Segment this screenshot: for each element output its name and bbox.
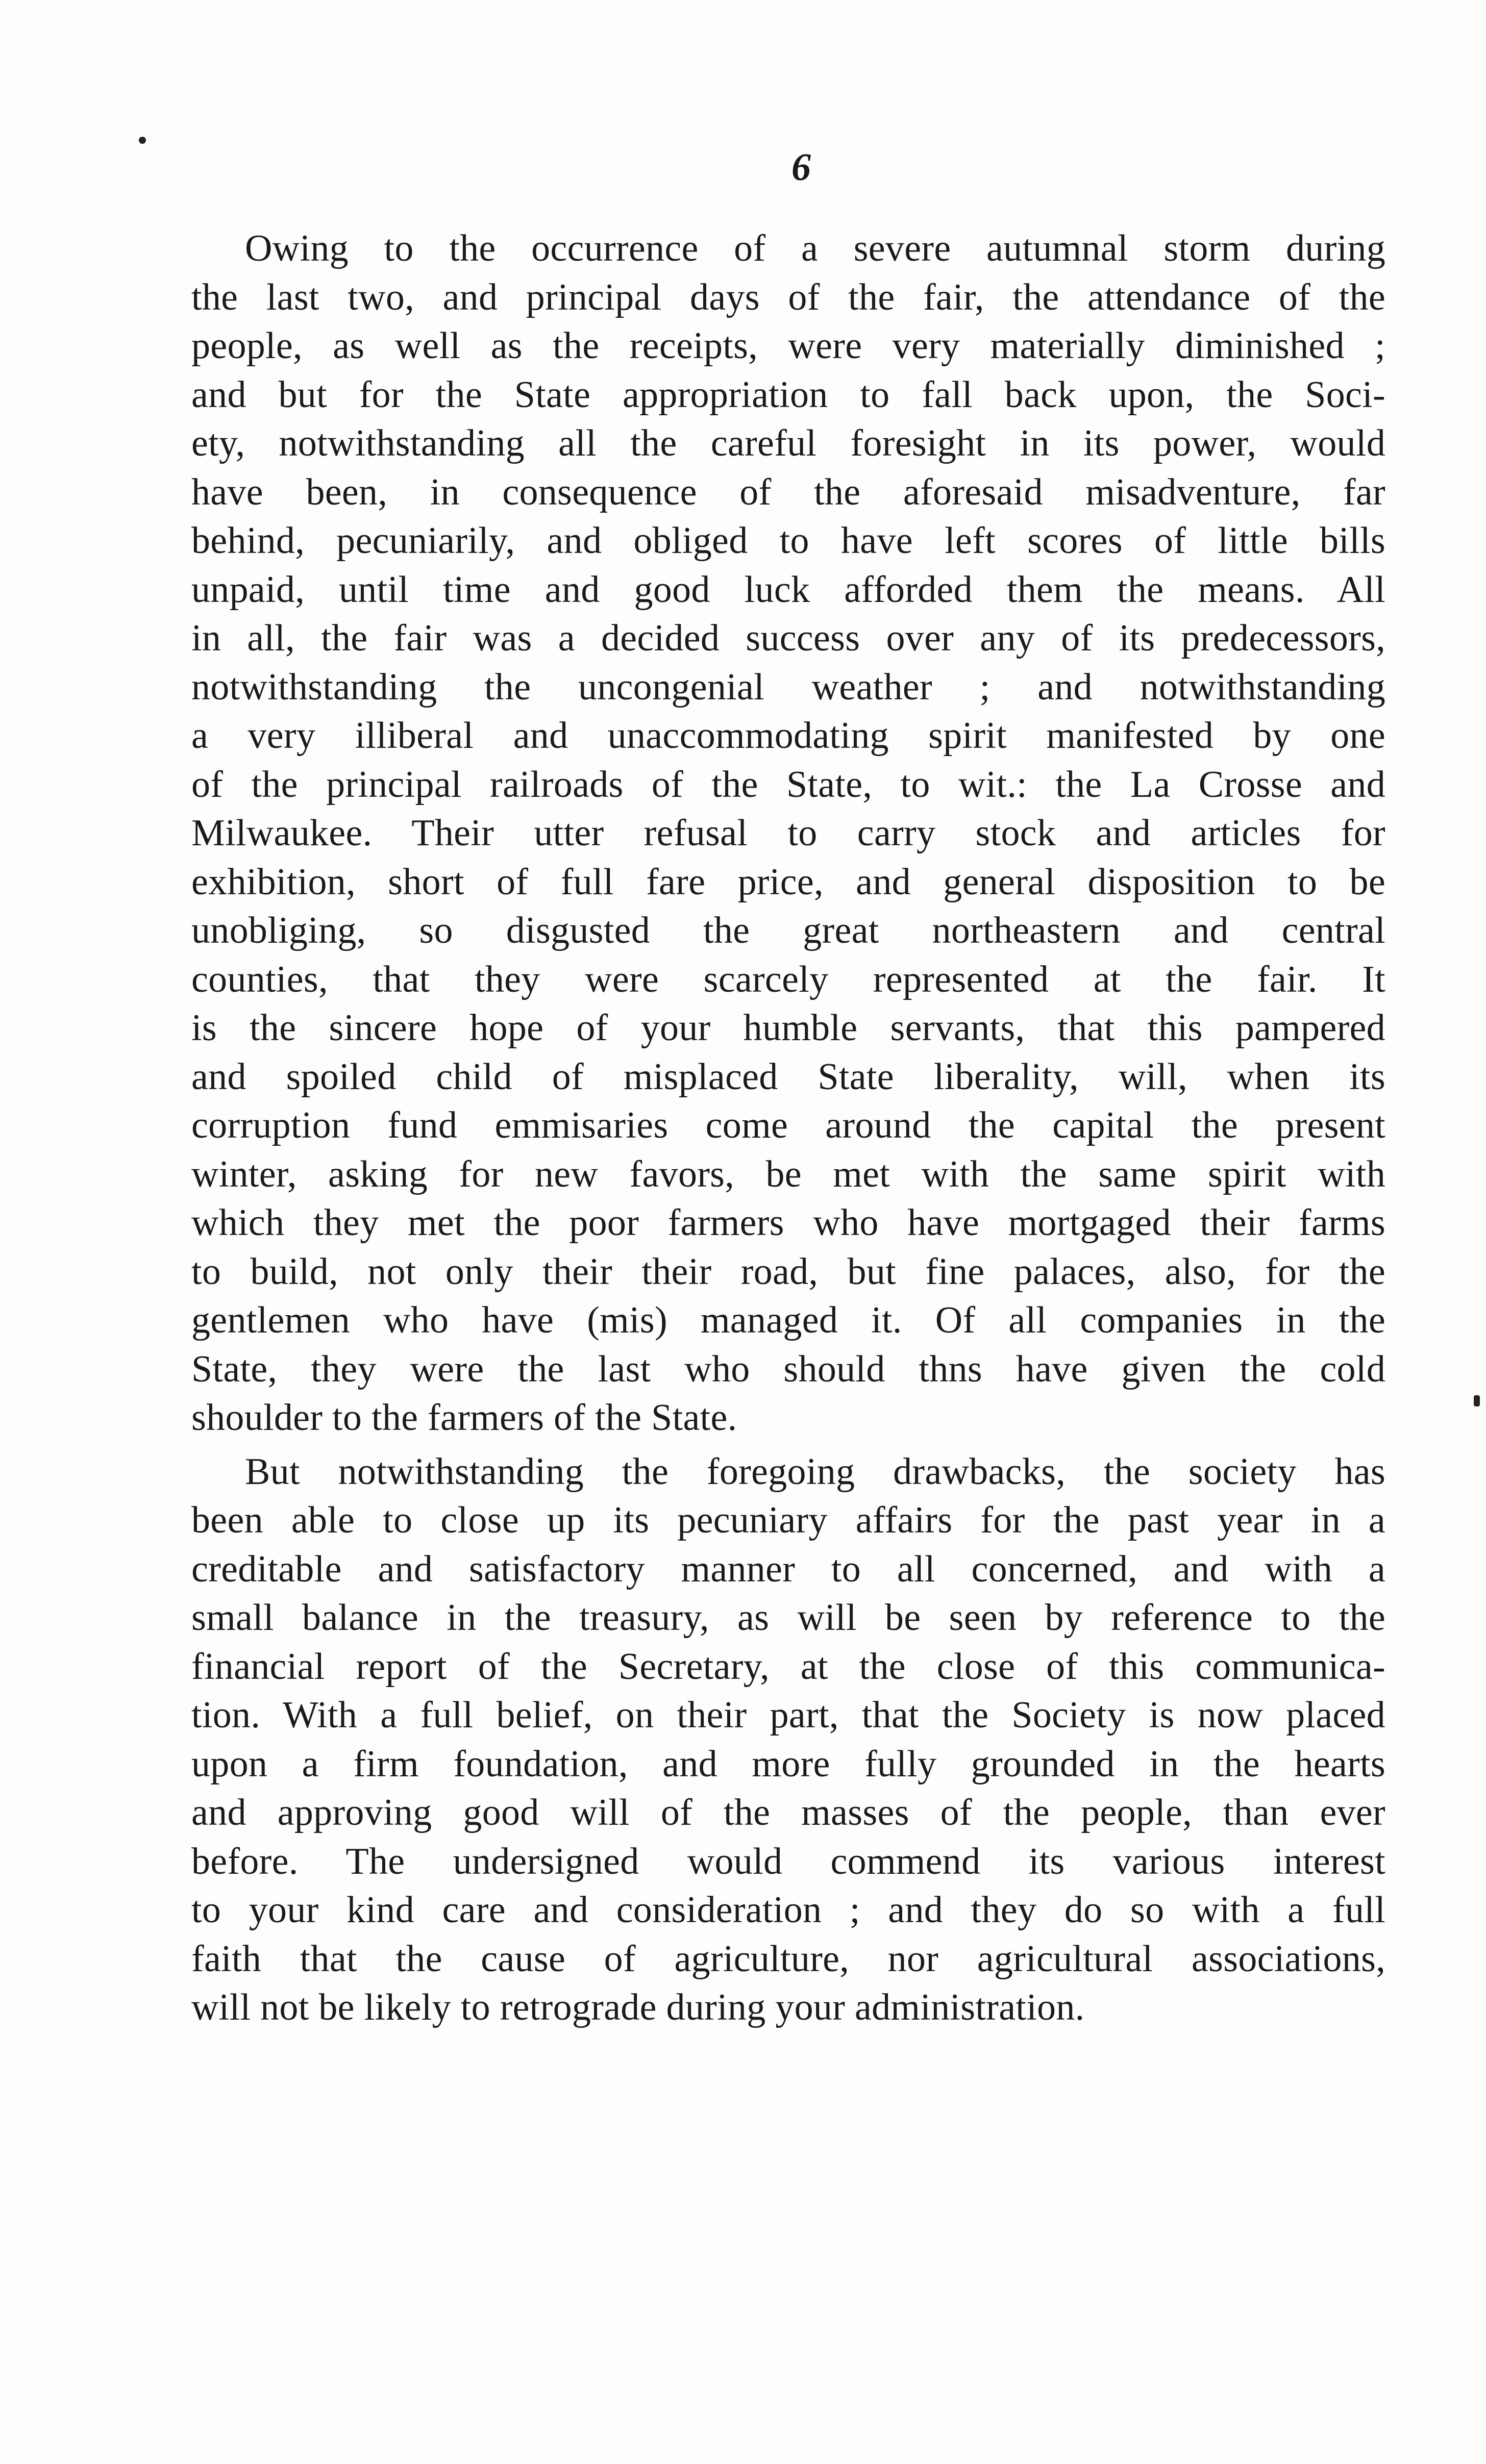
paragraph-gap: [191, 1443, 1385, 1448]
text-line: unobliging, so disgusted the great northeastern and central: [191, 910, 1385, 951]
text-line: which they met the poor farmers who have mortgaged their farms: [191, 1202, 1385, 1244]
text-line: a very illiberal and unaccommodating spirit manifested by one: [191, 715, 1385, 757]
text-line: financial report of the Secretary, at the close of this communica-: [191, 1645, 1385, 1688]
text-line: the last two, and principal days of the fair, the attendance of the: [191, 276, 1385, 318]
text-line: behind, pecuniarily, and obliged to have left scores of little bills: [191, 520, 1385, 562]
text-line: exhibition, short of full fare price, and general disposition to be: [191, 861, 1385, 903]
text-line: been able to close up its pecuniary affairs for the past year in a: [191, 1499, 1385, 1541]
text-line: creditable and satisfactory manner to all concerned, and with a: [191, 1548, 1385, 1590]
text-line: and spoiled child of misplaced State liberality, will, when its: [191, 1055, 1385, 1098]
text-line: and approving good will of the masses of the people, than ever: [191, 1792, 1385, 1833]
text-line: Owing to the occurrence of a severe autumnal storm during: [245, 228, 1385, 269]
text-line: to build, not only their their road, but fine palaces, also, for the: [191, 1250, 1385, 1293]
text-line: Milwaukee. Their utter refusal to carry stock and articles for: [191, 812, 1385, 854]
text-line: before. The undersigned would commend its various interest: [191, 1840, 1385, 1882]
text-line: winter, asking for new favors, be met with the same spirit with: [191, 1153, 1385, 1195]
text-line: will not be likely to retrograde during your administration.: [191, 1987, 1085, 2028]
text-line: small balance in the treasury, as will be seen by reference to the: [191, 1597, 1385, 1639]
text-line: unpaid, until time and good luck afforded them the means. All: [191, 568, 1385, 611]
text-line: But notwithstanding the foregoing drawbacks, the society has: [245, 1450, 1385, 1493]
text-line: and but for the State appropriation to fall back upon, the Soci-: [191, 373, 1385, 416]
paragraph-2: [191, 1448, 1385, 2032]
text-line: tion. With a full belief, on their part, that the Society is now placed: [191, 1694, 1385, 1736]
text-line: gentlemen who have (mis) managed it. Of all companies in the: [191, 1299, 1385, 1341]
page-number: 6: [791, 146, 811, 189]
text-line: ety, notwithstanding all the careful foresight in its power, would: [191, 422, 1385, 464]
text-line: is the sincere hope of your humble servants, that this pampered: [191, 1007, 1385, 1049]
paragraph-1: [191, 224, 1385, 1443]
text-line: shoulder to the farmers of the State.: [191, 1397, 737, 1439]
text-line: of the principal railroads of the State, to wit.: the La Crosse and: [191, 763, 1385, 806]
text-line: faith that the cause of agriculture, nor agricultural associations,: [191, 1938, 1385, 1980]
text-line: have been, in consequence of the aforesaid misadventure, far: [191, 471, 1385, 513]
ink-speck: [1474, 1395, 1480, 1406]
text-line: upon a firm foundation, and more fully grounded in the hearts: [191, 1743, 1385, 1785]
text-line: in all, the fair was a decided success over any of its predecessors,: [191, 617, 1385, 659]
text-line: State, they were the last who should thns have given the cold: [191, 1348, 1385, 1390]
text-line: counties, that they were scarcely represented at the fair. It: [191, 958, 1385, 1000]
ink-speck: [139, 137, 146, 144]
body-text: [191, 224, 1385, 2032]
text-line: people, as well as the receipts, were very materially diminished ;: [191, 325, 1385, 367]
text-line: corruption fund emmisaries come around the capital the present: [191, 1104, 1385, 1146]
text-line: to your kind care and consideration ; and they do so with a full: [191, 1889, 1385, 1931]
text-line: notwithstanding the uncongenial weather ; and notwithstanding: [191, 666, 1385, 708]
